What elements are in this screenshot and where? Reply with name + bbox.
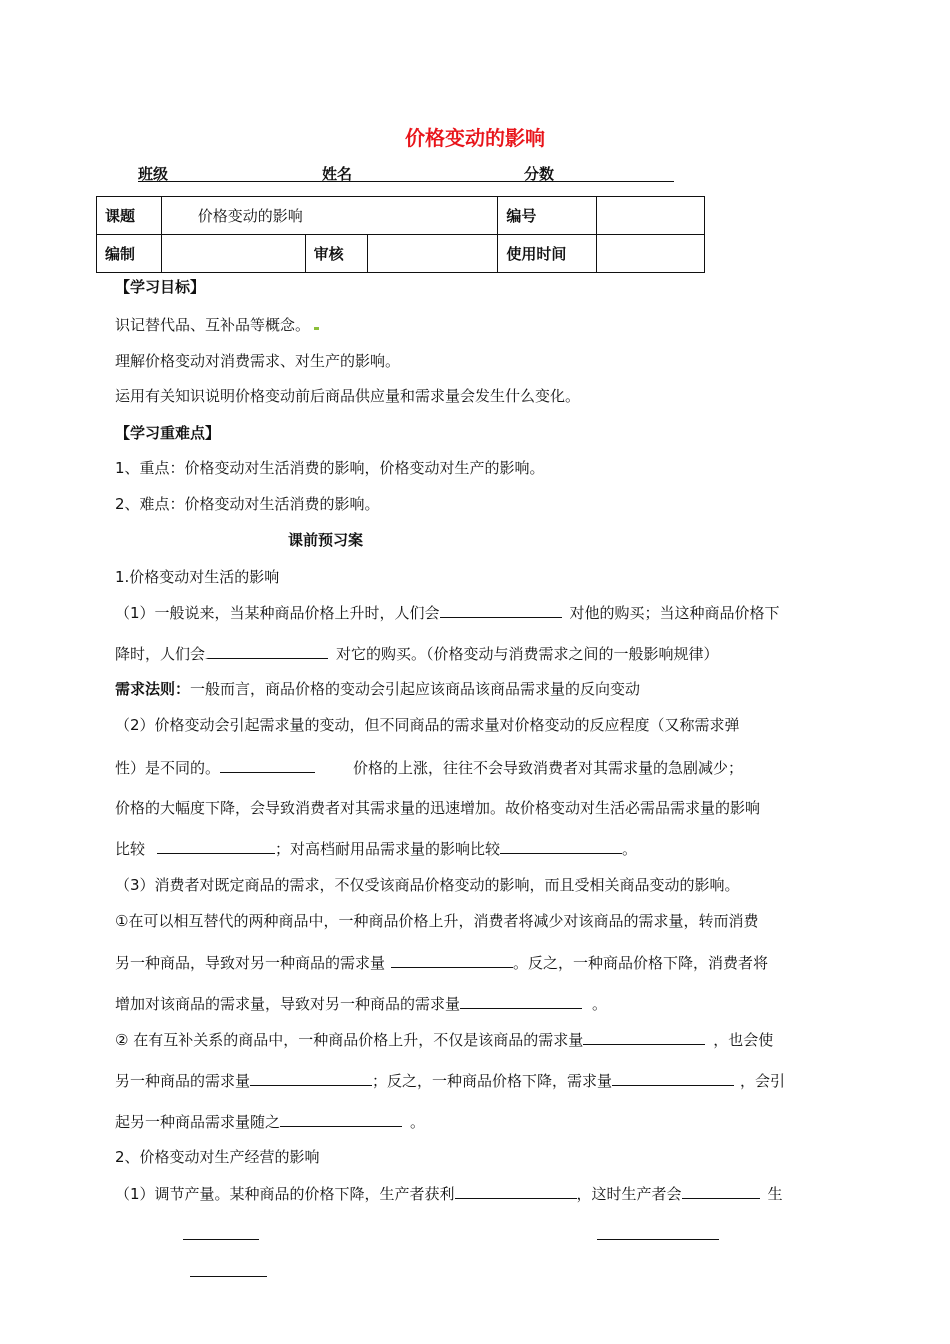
topic-label: 课题 <box>97 197 162 235</box>
para-2-line-3: 价格的大幅度下降，会导致消费者对其需求量的迅速增加。故价格变动对生活必需品需求量的影响 <box>115 799 761 817</box>
para-3-line-7: 起另一种商品需求量随之 。 <box>115 1110 425 1132</box>
para-3-line-5: ② 在有互补关系的商品中，一种商品价格上升，不仅是该商品的需求量 ，也会使 <box>115 1028 773 1050</box>
para-1-line-2: 降时，人们会 对它的购买。（价格变动与消费需求之间的一般影响规律） <box>115 642 719 664</box>
section-1-title: 1.价格变动对生活的影响 <box>115 568 280 586</box>
objective-2: 理解价格变动对消费需求、对生产的影响。 <box>115 352 401 370</box>
blank-line <box>190 1276 267 1277</box>
para-3-line-1: （3）消费者对既定商品的需求，不仅受该商品价格变动的影响，而且受相关商品变动的影响。 <box>115 876 740 894</box>
para-3-line-4: 增加对该商品的需求量，导致对另一种商品的需求量 。 <box>115 992 607 1014</box>
name-label: 姓名 <box>322 165 353 183</box>
objectives-heading: 【学习目标】 <box>115 278 206 296</box>
para-4-line-1: （1）调节产量。某种商品的价格下降，生产者获利 ，这时生产者会 生 <box>115 1182 783 1204</box>
editor-value <box>161 235 305 273</box>
objective-1: 识记替代品、互补品等概念。 <box>115 314 319 335</box>
use-time-value <box>596 235 704 273</box>
page-title: 价格变动的影响 <box>405 126 545 150</box>
info-table <box>96 196 705 273</box>
blank-line <box>183 1239 259 1240</box>
section-2-title: 2、价格变动对生产经营的影响 <box>115 1148 320 1166</box>
reviewer-value <box>368 235 498 273</box>
reviewer-label: 审核 <box>305 235 368 273</box>
para-3-line-2: ①在可以相互替代的两种商品中，一种商品价格上升，消费者将减少对该商品的需求量，转而消费 <box>115 912 759 930</box>
topic-value: 价格变动的影响 <box>161 197 498 235</box>
demand-law: 需求法则：一般而言，商品价格的变动会引起应该商品该商品需求量的反向变动 <box>115 680 641 698</box>
use-time-label: 使用时间 <box>498 235 596 273</box>
para-3-line-6: 另一种商品的需求量 ；反之，一种商品价格下降，需求量 ，会引 <box>115 1069 785 1091</box>
keypoints-heading: 【学习重难点】 <box>115 424 221 442</box>
para-2-line-1: （2）价格变动会引起需求量的变动，但不同商品的需求量对价格变动的反应程度（又称需求弹 <box>115 716 740 734</box>
number-value <box>596 197 704 235</box>
para-1-line-1: （1）一般说来，当某种商品价格上升时，人们会 对他的购买；当这种商品价格下 <box>115 601 780 623</box>
number-label: 编号 <box>498 197 596 235</box>
preview-heading: 课前预习案 <box>288 531 364 549</box>
keypoint-1: 1、重点：价格变动对生活消费的影响，价格变动对生产的影响。 <box>115 459 545 477</box>
keypoint-2: 2、难点：价格变动对生活消费的影响。 <box>115 495 380 513</box>
class-label: 班级 <box>138 165 169 183</box>
para-2-line-2: 性）是不同的。 价格的上涨，往往不会导致消费者对其需求量的急剧减少； <box>115 756 743 778</box>
blank-line <box>597 1239 719 1240</box>
para-2-line-4: 比较 ；对高档耐用品需求量的影响比较 。 <box>115 837 637 859</box>
para-3-line-3: 另一种商品，导致对另一种商品的需求量 。反之，一种商品价格下降，消费者将 <box>115 951 768 973</box>
score-label: 分数 <box>524 165 555 183</box>
editor-label: 编制 <box>97 235 162 273</box>
objective-3: 运用有关知识说明价格变动前后商品供应量和需求量会发生什么变化。 <box>115 387 581 405</box>
header-underline <box>138 181 674 182</box>
